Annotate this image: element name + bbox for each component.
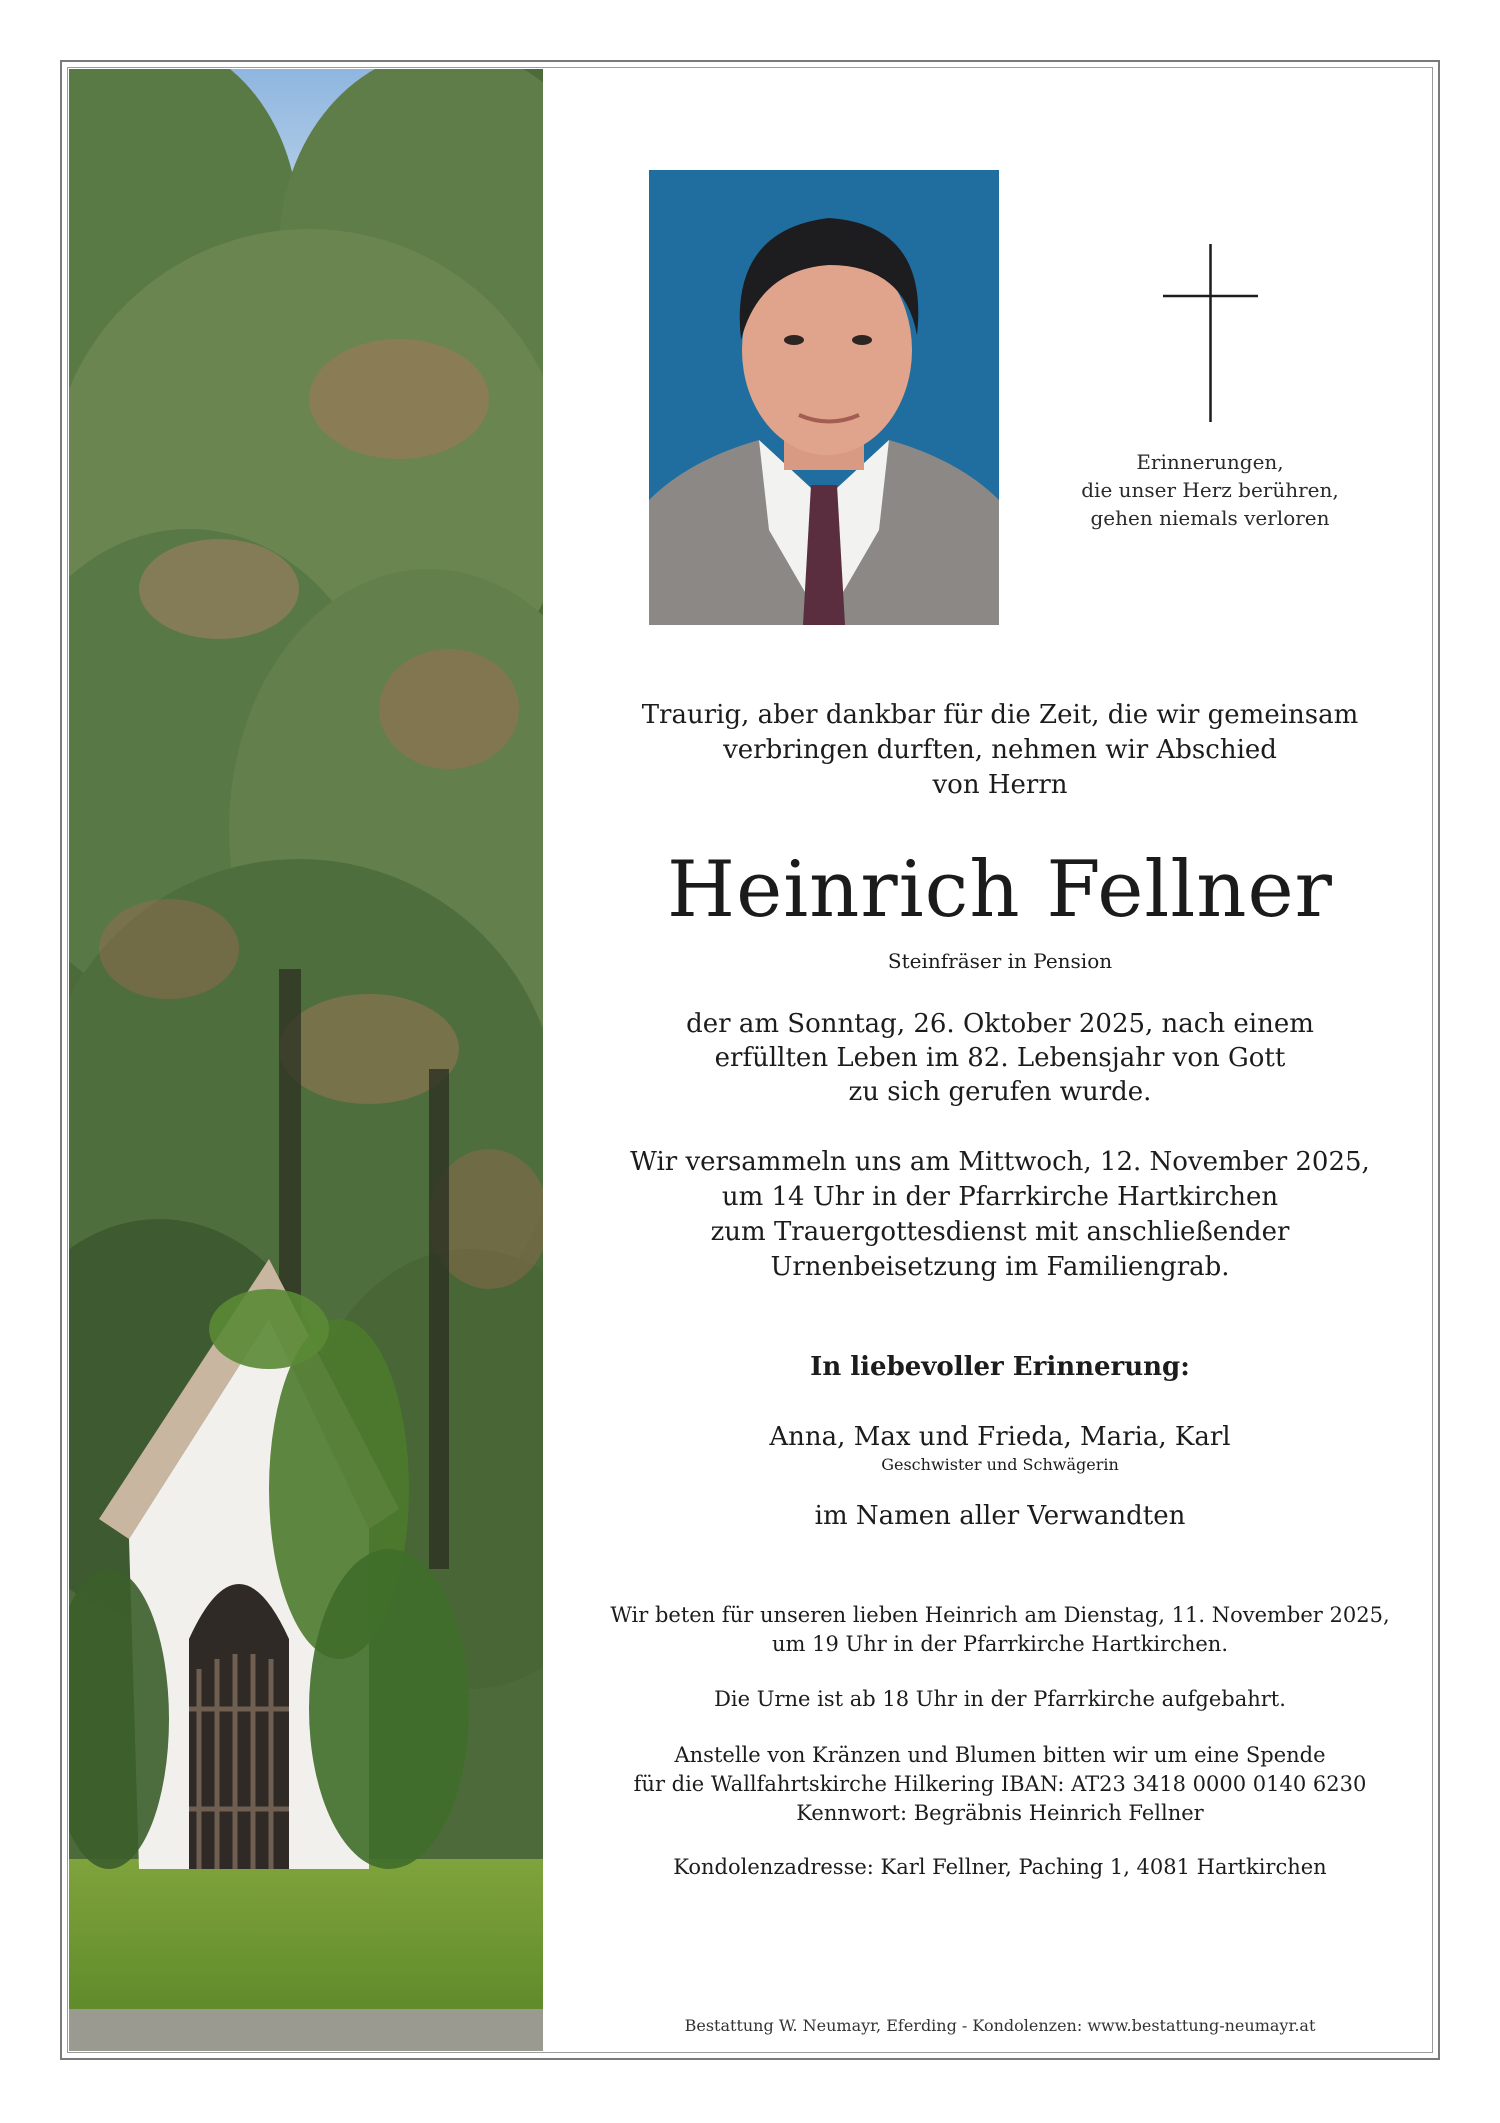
cross-icon [1163,244,1258,422]
donation-line: für die Wallfahrtskirche Hilkering IBAN: AT23 3418 0000 0140 6230 [633,1772,1367,1796]
intro-line: von Herrn [932,770,1068,800]
intro-text [600,698,1400,803]
death-notice-line: der am Sonntag, 26. Oktober 2025, nach einem [686,1009,1314,1039]
funeral-service-notice [600,1145,1400,1285]
portrait-illustration [649,170,999,625]
service-line: Urnenbeisetzung im Familiengrab. [770,1252,1230,1282]
memorial-quote [1040,448,1380,532]
condolence-address: Kondolenzadresse: Karl Fellner, Paching 1, 4081 Hartkirchen [673,1855,1327,1879]
death-notice-line: erfüllten Leben im 82. Lebensjahr von Gott [714,1043,1286,1073]
intro-line: verbringen durften, nehmen wir Abschied [723,735,1277,765]
chapel-tree-photo [69,69,543,2051]
service-line: um 14 Uhr in der Pfarrkirche Hartkirchen [721,1182,1279,1212]
cross-icon-svg [1163,244,1258,422]
footer-funeral-home: Bestattung W. Neumayr, Eferding - Kondolenzen: www.bestattung-neumayr.at [684,2016,1316,2035]
relatives-line: im Namen aller Verwandten [814,1501,1186,1531]
memory-heading: In liebevoller Erinnerung: [810,1352,1190,1382]
quote-line: Erinnerungen, [1136,450,1284,474]
death-notice-line: zu sich gerufen wurde. [848,1077,1152,1107]
portrait-photo [649,170,999,625]
prayer-notice [600,1601,1400,1659]
prayer-line: um 19 Uhr in der Pfarrkirche Hartkirchen. [771,1632,1229,1656]
service-line: Wir versammeln uns am Mittwoch, 12. November 2025, [630,1147,1370,1177]
deceased-profession: Steinfräser in Pension [887,949,1113,973]
deceased-name: Heinrich Fellner [667,845,1333,935]
urn-notice: Die Urne ist ab 18 Uhr in der Pfarrkirche aufgebahrt. [714,1687,1286,1711]
donation-line: Anstelle von Kränzen und Blumen bitten wir um eine Spende [674,1743,1326,1767]
quote-line: gehen niemals verloren [1090,506,1330,530]
chapel-tree-illustration [69,69,543,2051]
service-line: zum Trauergottesdienst mit anschließender [710,1217,1290,1247]
prayer-line: Wir beten für unseren lieben Heinrich am Dienstag, 11. November 2025, [610,1603,1390,1627]
intro-line: Traurig, aber dankbar für die Zeit, die wir gemeinsam [641,700,1359,730]
family-names: Anna, Max und Frieda, Maria, Karl [769,1422,1231,1452]
family-relation: Geschwister und Schwägerin [881,1455,1119,1474]
donation-notice [600,1741,1400,1828]
quote-line: die unser Herz berühren, [1081,478,1339,502]
donation-line: Kennwort: Begräbnis Heinrich Fellner [796,1801,1204,1825]
death-notice [600,1007,1400,1109]
